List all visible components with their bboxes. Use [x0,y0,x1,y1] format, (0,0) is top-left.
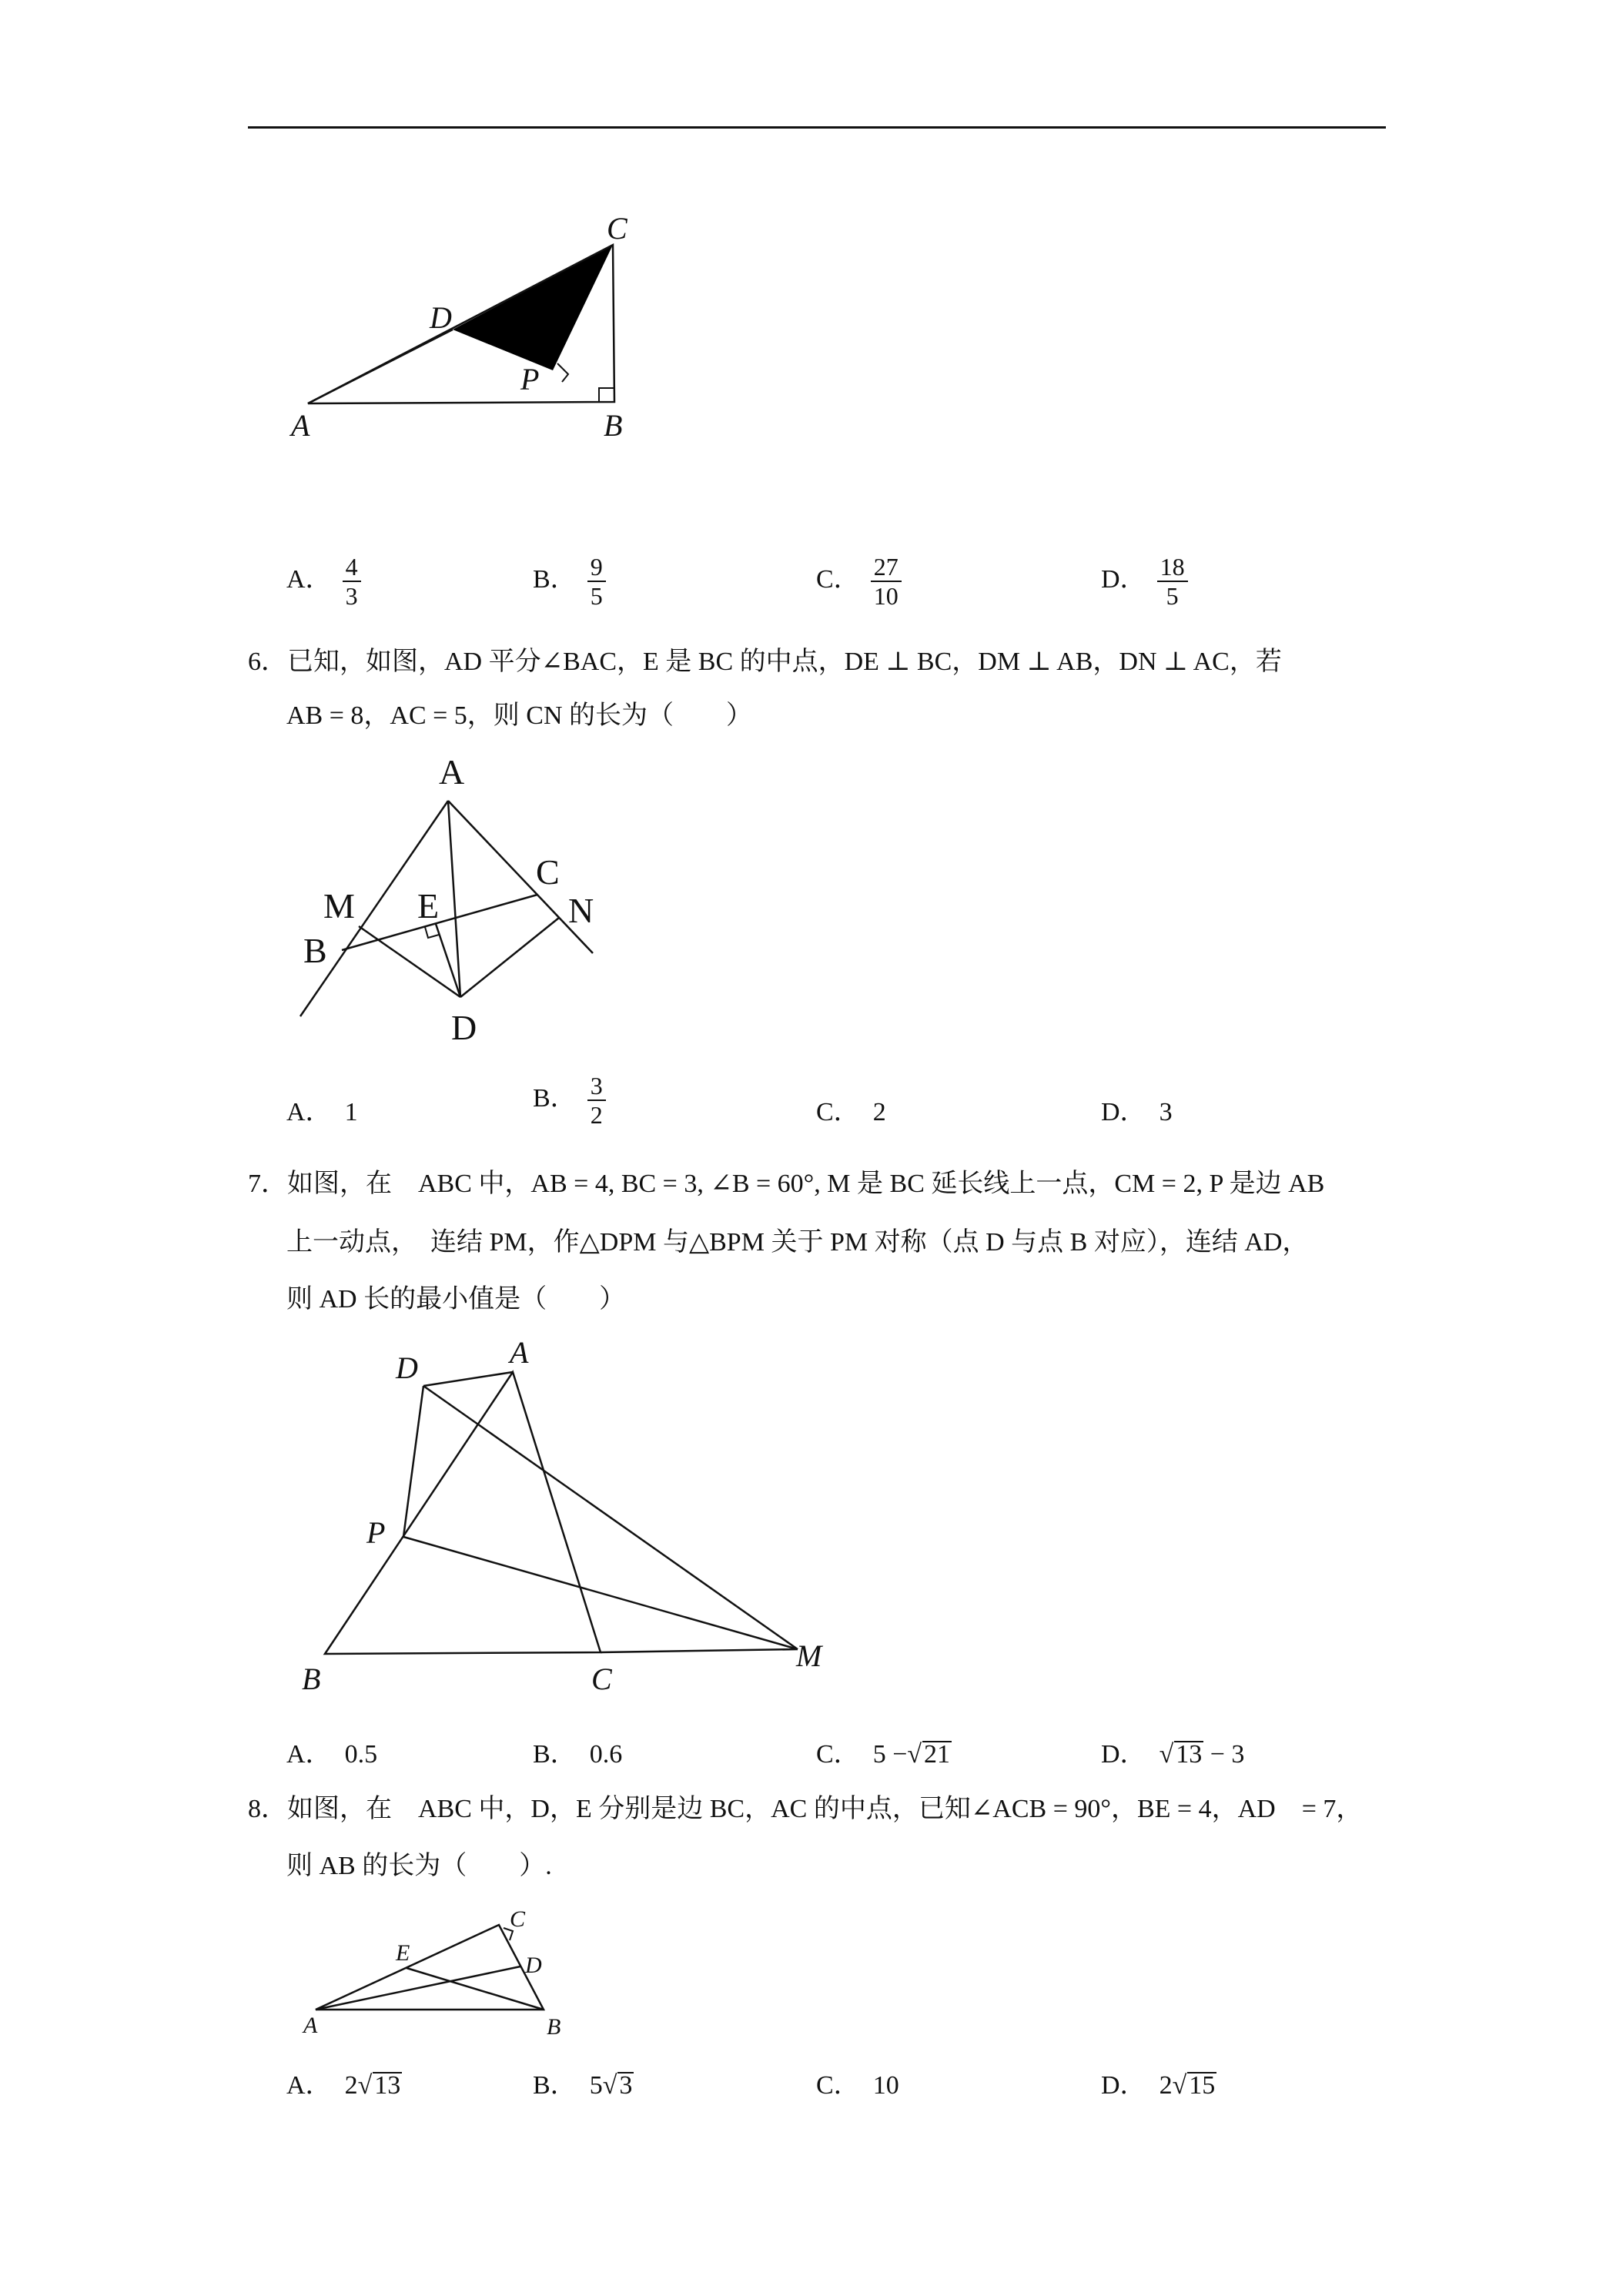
q6-label-c: C [536,852,560,892]
q6-figure [293,747,616,1055]
q7-line-pm [403,1537,798,1649]
q6-label-d: D [451,1008,477,1047]
q5-option-b-fraction: $\frac{9}{5}$ [587,553,606,610]
q8-stem-line2: 则 AB 的长为（ ）. [286,1852,552,1880]
q5-label-p: P [520,362,540,397]
q5-right-angle-b [599,388,614,402]
q6-option-d[interactable]: D． 3 [1101,1098,1173,1126]
q8-option-b[interactable]: B． 5√3 [533,2071,633,2100]
q6-option-c[interactable]: C． 2 [816,1098,886,1126]
q8-line-be [407,1968,544,2010]
q5-segment-ad [308,330,453,403]
q8-label-d: D [525,1953,542,1978]
q8-line-ad [316,1966,520,2010]
q6-option-b-fraction: $\frac{3}{2}$ [587,1072,606,1129]
q8-label-e: E [396,1940,410,1966]
q6-label-m: M [323,886,355,925]
header-rule [248,126,1386,129]
q8-option-c[interactable]: C． 10 [816,2071,899,2100]
q7-option-c[interactable]: C． 5 −√21 [816,1740,951,1769]
q6-option-b[interactable]: B． $\frac{3}{2}$ [533,1072,606,1129]
q6-stem-line1: 6．已知，如图，AD 平分∠BAC，E 是 BC 的中点，DE ⊥ BC，DM ⊥ AB，DN ⊥ AC，若 [248,648,1282,676]
q5-figure [277,200,678,454]
q7-label-p: P [366,1515,386,1550]
q8-option-a-radical: √13 [357,2071,401,2100]
q7-option-c-radical: √21 [907,1740,951,1769]
q5-label-a: A [291,408,310,443]
q7-stem-line2: 上一动点， 连结 PM，作△DPM 与△BPM 关于 PM 对称（点 D 与点 B 对应），连结 AD， [286,1228,1309,1257]
q7-label-b: B [302,1662,321,1696]
q7-line-dp [403,1386,423,1537]
q5-option-b[interactable]: B． $\frac{9}{5}$ [533,553,606,610]
q8-label-a: A [303,2013,318,2038]
q6-label-a: A [439,752,465,792]
q7-stem-line1: 7．如图，在 ABC 中，AB = 4, BC = 3, ∠B = 60°, M 是 BC 延长线上一点，CM = 2, P 是边 AB [248,1170,1325,1198]
q7-figure [293,1335,847,1709]
q8-triangle-abc [316,1925,544,2010]
q8-option-d-radical: √15 [1172,2071,1216,2100]
q7-label-a: A [510,1335,529,1370]
q5-label-d: D [430,300,452,335]
q6-line-md [359,926,460,997]
q6-stem-line2: AB = 8，AC = 5，则 CN 的长为（ ） [286,701,753,730]
q7-option-b[interactable]: B． 0.6 [533,1740,623,1769]
q5-option-a-fraction: $\frac{4}{3}$ [343,553,361,610]
q6-label-e: E [417,886,440,925]
q5-option-c[interactable]: C． $\frac{27}{10}$ [816,553,902,610]
q5-option-a[interactable]: A． $\frac{4}{3}$ [286,553,361,610]
q7-option-a[interactable]: A． 0.5 [286,1740,378,1769]
q8-label-b: B [547,2014,561,2040]
q7-line-da [423,1372,513,1386]
q5-label-b: B [604,408,623,443]
q8-figure [293,1902,601,2040]
q6-line-an-extended [448,801,593,953]
q8-option-d[interactable]: D． 2√15 [1101,2071,1216,2100]
q7-label-c: C [591,1662,612,1696]
q5-label-c: C [607,211,627,246]
q8-label-c: C [510,1906,526,1932]
q7-label-m: M [796,1638,822,1673]
q5-shaded-triangle [453,245,613,370]
q8-option-a[interactable]: A． 2√13 [286,2071,401,2100]
q7-line-cm [601,1649,798,1652]
q7-line-dm [423,1386,798,1649]
q6-line-nd [460,918,559,997]
q6-option-a[interactable]: A． 1 [286,1098,358,1126]
q6-label-b: B [303,931,327,970]
q5-right-angle-p [557,363,568,382]
q5-option-d[interactable]: D． $\frac{18}{5}$ [1101,553,1188,610]
q5-option-c-fraction: $\frac{27}{10}$ [871,553,902,610]
q7-option-d-radical: √13 [1159,1740,1203,1769]
q7-label-d: D [396,1350,418,1385]
q6-line-bc [342,895,537,950]
q5-option-d-fraction: $\frac{18}{5}$ [1157,553,1188,610]
q7-stem-line3: 则 AD 长的最小值是（ ） [286,1285,626,1314]
q8-option-b-radical: √3 [602,2071,633,2100]
q6-label-n: N [568,891,594,930]
q7-option-d[interactable]: D． √13 − 3 [1101,1740,1245,1769]
q8-stem-line1: 8．如图，在 ABC 中，D，E 分别是边 BC，AC 的中点，已知∠ACB = 90°，BE = 4，AD = 7， [248,1795,1363,1823]
